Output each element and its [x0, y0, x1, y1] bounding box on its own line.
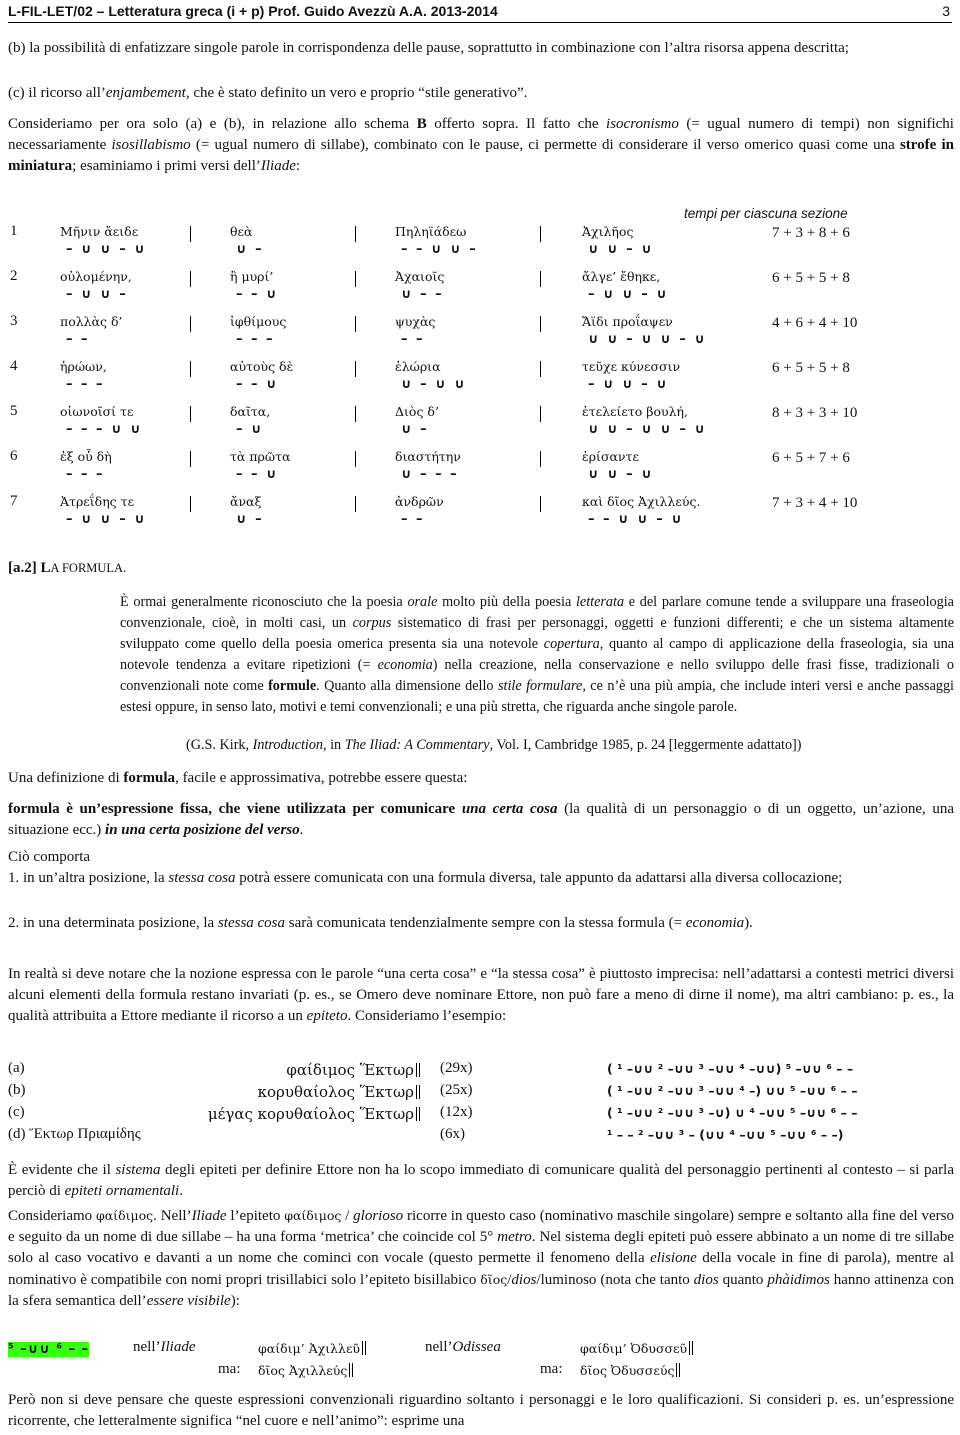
verse-greek-segment: Ἀτρεΐδης τε	[60, 494, 135, 509]
point-c	[8, 83, 954, 104]
q-p2: molto più della poesia	[437, 594, 576, 610]
tempi-sum: 8 + 3 + 3 + 10	[772, 405, 858, 421]
verse-greek-segment: Ἀχαιοῖς	[395, 269, 445, 284]
i1a: 1. in un’altra posizione, la	[8, 870, 169, 886]
example-greek: κορυθαίολος Ἕκτωρ	[257, 1083, 414, 1101]
verse-greek-segment: οἰωνοῖσί τε	[60, 404, 134, 419]
verse-greek-segment: τὰ πρῶτα	[230, 449, 291, 464]
verse-number: 7	[10, 493, 18, 509]
verse-metre-segment: ∪ ∪ – ∪	[588, 242, 654, 257]
c5: ricorre in questo caso (nominativo maschile singolare) sempre e soltanto alla fine del verso e seguito da un nome di due sillabe – ha una forma ‘metrica’ che coincide col 5°	[8, 1208, 955, 1245]
verse-metre-segment: – –	[401, 512, 425, 527]
q-p7: . Quanto alla dimensione dello	[316, 678, 498, 694]
double-bar	[362, 1341, 366, 1355]
comporta: Ciò comporta	[8, 849, 91, 865]
c11: hanno attinenza con la sfera semantica dell’	[8, 1272, 955, 1309]
q-economia: economia	[377, 657, 433, 673]
q-formule: formule	[268, 678, 317, 694]
q-p3: e del parlare comune tende a sviluppare una fraseologia convenzionale, cioè, in molti casi, un	[120, 594, 954, 631]
c-dios: δῖος	[480, 1272, 508, 1287]
compare-g2-text: φαίδιμ’ Ὀδυσσεῦ	[580, 1341, 688, 1356]
c-metro: metro	[497, 1229, 532, 1245]
verse-number: 4	[10, 358, 18, 374]
verse-metre-segment: – – ∪	[236, 467, 279, 482]
e3: .	[179, 1183, 183, 1199]
verse-metre-segment: – ∪ ∪ – ∪	[588, 377, 669, 392]
c6: . Nel sistema degli epiteti può essere abbinato a un nome di tre sillabe solo al caso vocativo e davanti a un nome che cominci con vocale (questo permette il fenomeno della	[8, 1229, 954, 1266]
verse-metre-segment: – – –	[66, 377, 105, 392]
verse-metre-segment: ∪ –	[401, 422, 429, 437]
iliade-ref: Iliade	[260, 158, 296, 174]
compare-ma1: ma:	[218, 1361, 241, 1377]
verse-metre-segment: – ∪ ∪ – ∪	[66, 512, 147, 527]
verse-metre-segment: – – ∪	[236, 287, 279, 302]
def-a: Una definizione di	[8, 770, 124, 786]
def-d3: (la qualità di un personaggio o di un oggetto, un’azione, una situazione ecc.)	[8, 801, 954, 838]
i2d: economia	[685, 915, 745, 931]
verse-greek-segment: Ἀχιλῆος	[582, 224, 634, 239]
example-count: (29x)	[440, 1060, 473, 1076]
caesura-bar	[355, 361, 356, 377]
verse-metre-segment: – ∪ ∪ –	[66, 287, 128, 302]
c-phaidimos-it: phàidimos	[767, 1272, 830, 1288]
compare-g3	[258, 1363, 353, 1378]
verse-number: 3	[10, 313, 18, 329]
q-stile: stile formulare	[497, 678, 583, 694]
compare-ma2: ma:	[540, 1361, 563, 1377]
c2: . Nell’	[153, 1208, 192, 1224]
caesura-bar	[540, 406, 541, 422]
e-sistema: sistema	[115, 1162, 161, 1178]
isocronismo: isocronismo	[606, 116, 679, 132]
verse-greek-segment: Πηληϊάδεω	[395, 224, 467, 239]
verse-metre-segment: – – ∪ ∪ –	[401, 242, 478, 257]
def-d2: una certa cosa	[461, 801, 558, 817]
compare-metre	[8, 1339, 89, 1360]
compare-g1	[258, 1341, 366, 1356]
verse-greek-segment: τεῦχε κύνεσσιν	[582, 359, 681, 374]
c-phaidimos-2: φαίδιμος	[284, 1208, 342, 1223]
verse-metre-segment: ∪ – –	[401, 287, 444, 302]
compare-g3-text: δῖος Ἀχιλλεύς	[258, 1363, 348, 1378]
c3: l’epiteto	[226, 1208, 285, 1224]
page-header	[8, 0, 952, 23]
caesura-bar	[540, 271, 541, 287]
fact5: :	[295, 158, 301, 174]
page-number: 3	[942, 3, 950, 19]
example-greek-cell	[208, 1104, 420, 1125]
verse-greek-segment: ἀνδρῶν	[395, 494, 444, 509]
i1b: stessa cosa	[168, 870, 236, 886]
def-d4: in una certa posizione del verso	[105, 822, 300, 838]
tempi-sum: 4 + 6 + 4 + 10	[772, 315, 858, 331]
tempi-label: tempi per ciascuna sezione	[684, 206, 848, 221]
i2e: ).	[744, 915, 753, 931]
compare-metre-text: ⁵ –∪∪ ⁶ – –	[8, 1342, 90, 1357]
compare-iliade	[133, 1339, 196, 1356]
caesura-bar	[355, 226, 356, 242]
verse-greek-segment: ἑλώρια	[395, 359, 441, 374]
point-b-text: (b) la possibilità di enfatizzare singole parole in corrispondenza delle pause, soprattutto in combinazione con l’altra risorsa appena descritta;	[8, 40, 849, 56]
r2: . Consideriamo l’esempio:	[347, 1008, 507, 1024]
example-label: (b)	[8, 1082, 26, 1098]
verse-metre-segment: ∪ –	[236, 512, 264, 527]
point-b	[8, 38, 954, 59]
verse-greek-segment: θεὰ	[230, 224, 253, 239]
q-corpus: corpus	[352, 615, 392, 631]
definition	[8, 799, 954, 841]
verse-greek-segment: πολλὰς δ’	[60, 314, 123, 329]
verse-greek-segment: Ἄϊδι προΐαψεν	[582, 314, 673, 329]
verse-metre-segment: – – – ∪ ∪	[66, 422, 143, 437]
double-bar	[349, 1363, 353, 1377]
c-iliade: Iliade	[191, 1208, 227, 1224]
def-d1: formula è un’espressione fissa, che viene utilizzata per comunicare	[8, 801, 462, 817]
example-greek: μέγας κορυθαίολος Ἕκτωρ	[207, 1105, 414, 1123]
tempi-sum: 6 + 5 + 5 + 8	[772, 270, 850, 286]
verse-greek-segment: ἐξ οὗ δὴ	[60, 449, 112, 464]
verse-greek-segment: Διὸς δ’	[395, 404, 439, 419]
caesura-bar	[355, 406, 356, 422]
c-dios-it2: dios	[693, 1272, 719, 1288]
caesura-bar	[190, 496, 191, 512]
compare-g2	[580, 1341, 693, 1356]
caesura-bar	[355, 271, 356, 287]
section-number: [a.2] L	[8, 560, 51, 576]
verse-metre-segment: ∪ ∪ – ∪	[588, 467, 654, 482]
verse-greek-segment: δαῖτα,	[230, 404, 271, 419]
example-count: (6x)	[440, 1126, 465, 1142]
verse-greek-segment: Μῆνιν ἄειδε	[60, 224, 139, 239]
verse-metre-segment: – –	[66, 332, 90, 347]
caesura-bar	[540, 451, 541, 467]
cite-iliad-commentary: The Iliad: A Commentary	[344, 737, 490, 753]
i2c: sarà comunicata tendenzialmente sempre con la stessa formula (=	[285, 915, 686, 931]
verse-metre-segment: – – –	[236, 332, 275, 347]
double-bar	[689, 1341, 693, 1355]
cite2: , in	[323, 737, 345, 753]
q-p4: sistematico di frasi per personaggi, oggetti e funzioni differenti; e che un sistema altamente sviluppato come quello della poesia omerica presenta sia una notevole	[120, 615, 954, 652]
verse-metre-segment: ∪ – – –	[401, 467, 459, 482]
caesura-bar	[190, 226, 191, 242]
c-phaidimos: φαίδιμος	[95, 1208, 154, 1223]
consequence-2	[8, 913, 954, 934]
nell1: nell’	[133, 1339, 161, 1355]
e-epiteti: epiteti ornamentali	[64, 1183, 180, 1199]
cite1: (G.S. Kirk,	[186, 737, 253, 753]
intro-paragraph	[8, 114, 954, 177]
q-p6: ) nella creazione, nella conservazione e nello sviluppo delle frasi fisse, tradizionali o convenzionali note come	[120, 657, 954, 694]
verse-metre-segment: – – –	[66, 467, 105, 482]
point-c-post: , che è stato definito un vero e proprio “stile generativo”.	[185, 85, 528, 101]
i2b: stessa cosa	[217, 915, 286, 931]
course-title: L-FIL-LET/02 – Letteratura greca (i + p) Prof. Guido Avezzù A.A. 2013-2014	[8, 3, 498, 19]
q-letterata: letterata	[575, 594, 625, 610]
i2a: 2. in una determinata posizione, la	[8, 915, 218, 931]
verse-greek-segment: ἐρίσαντε	[582, 449, 639, 464]
isosillabismo: isosillabismo	[111, 137, 191, 153]
verse-metre-segment: – ∪	[236, 422, 264, 437]
e1: È evidente che il	[8, 1162, 116, 1178]
verse-greek-segment: ἣ μυρί’	[230, 269, 274, 284]
verse-greek-segment: οὐλομένην,	[60, 269, 132, 284]
compare-g4-text: δῖος Ὀδυσσεύς	[580, 1363, 675, 1378]
c-elisione: elisione	[650, 1250, 697, 1266]
caesura-bar	[190, 406, 191, 422]
cite3: , Vol. I, Cambridge 1985, p. 24 [leggermente adattato])	[489, 737, 802, 753]
r1: In realtà si deve notare che la nozione espressa con le parole “una certa cosa” e “la stessa cosa” è piuttosto imprecisa: nell’adattarsi a contesti metrici diversi alcuni elementi della formula restano invariati (p. es., se Omero deve nominare Ettore, non può fare a meno di dirne il nome), ma altri cambiano: p. es., la qualità attribuita a Ettore mediante il ricorso a un	[8, 966, 954, 1024]
double-bar	[416, 1107, 420, 1121]
verse-metre-segment: ∪ ∪ – ∪ ∪ – ∪	[588, 332, 707, 347]
q-p8: , ce n’è una più ampia, che include interi versi e anche passaggi estesi oppure, in senso lato, motivi e temi convenzionali; e una più stretta, che riguarda anche singole parole.	[120, 678, 954, 715]
definition-intro	[8, 768, 954, 789]
def-c: , facile e approssimativa, potrebbe essere questa:	[175, 770, 468, 786]
phaidimos-paragraph	[8, 1205, 954, 1312]
example-label: (a)	[8, 1060, 25, 1076]
c-glorioso: glorioso	[353, 1208, 404, 1224]
kirk-quote	[120, 592, 954, 718]
example-metre: ¹ – – ² –∪∪ ³ – (∪∪ ⁴ –∪∪ ⁵ –∪∪ ⁶ – –)	[607, 1127, 844, 1142]
caesura-bar	[190, 451, 191, 467]
fact1: Il fatto che	[526, 116, 607, 132]
def-formula: formula	[123, 770, 176, 786]
caesura-bar	[540, 361, 541, 377]
c-dios-it: dios	[511, 1272, 537, 1288]
point-c-pre: (c) il ricorso all’	[8, 85, 106, 101]
q-p1: È ormai generalmente riconosciuto che la poesia	[120, 594, 408, 610]
example-label: (d) Ἕκτωρ Πριαμίδης	[8, 1126, 141, 1142]
consequence-1	[8, 868, 954, 889]
compare-g4	[580, 1363, 680, 1378]
def-d5: .	[299, 822, 304, 838]
i1c: potrà essere comunicata con una formula diversa, tale appunto da adattarsi alla diversa collocazione;	[235, 870, 843, 886]
verse-metre-segment: – – ∪ ∪ – ∪	[588, 512, 684, 527]
example-greek-cell	[258, 1082, 420, 1103]
verse-greek-segment: καὶ δῖος Ἀχιλλεύς.	[582, 494, 701, 509]
verse-greek-segment: ἰφθίμους	[230, 314, 287, 329]
example-label: (c)	[8, 1104, 25, 1120]
evidence-paragraph	[8, 1160, 954, 1202]
double-bar	[676, 1363, 680, 1377]
section-title: A FORMULA.	[50, 561, 127, 575]
caesura-bar	[190, 316, 191, 332]
verse-metre-segment: – –	[401, 332, 425, 347]
c10: quanto	[718, 1272, 768, 1288]
verse-metre-segment: ∪ ∪ – ∪ ∪ – ∪	[588, 422, 707, 437]
fact2: (= ugual numero di tempi) non significhi necessariamente	[8, 116, 954, 153]
example-greek: φαίδιμος Ἕκτωρ	[286, 1061, 414, 1079]
example-metre: ( ¹ –∪∪ ² –∪∪ ³ –∪) ∪ ⁴ –∪∪ ⁵ –∪∪ ⁶ – –	[607, 1105, 858, 1120]
verse-metre-segment: – ∪ ∪ – ∪	[66, 242, 147, 257]
verse-metre-segment: – ∪ ∪ – ∪	[588, 287, 669, 302]
c12: ):	[230, 1293, 240, 1309]
caesura-bar	[540, 496, 541, 512]
c-essere: essere visibile	[146, 1293, 231, 1309]
closing-paragraph: Però non si deve pensare che queste espressioni convenzionali riguardino soltanto i personaggi e le loro qualificazioni. Si consideri p. es. un’espressione ricorrente, che letteralmente significa “nel cuore e nell’animo”: esprime una	[8, 1392, 954, 1429]
compare-odissea	[425, 1339, 501, 1356]
nell2: nell’	[425, 1339, 453, 1355]
e2: degli epiteti per definire Ettore non ha lo scopo immediato di comunicare qualità del personaggio pertinenti al contesto – si parla perciò di	[8, 1162, 954, 1199]
verse-metre-segment: ∪ – ∪ ∪	[401, 377, 467, 392]
tempi-sum: 6 + 5 + 7 + 6	[772, 450, 850, 466]
strofe-miniatura: strofe in miniatura	[8, 137, 954, 174]
fact4: ; esaminiamo i primi versi dell’	[72, 158, 261, 174]
verse-number: 5	[10, 403, 18, 419]
c1: Consideriamo	[8, 1208, 96, 1224]
caesura-bar	[540, 316, 541, 332]
verse-metre-segment: – – ∪	[236, 377, 279, 392]
caesura-bar	[190, 271, 191, 287]
compare-odissea-it: Odissea	[452, 1339, 501, 1355]
consider-text: Consideriamo per ora solo (a) e (b), in relazione allo schema	[8, 116, 417, 132]
double-bar	[416, 1085, 420, 1099]
c8: /	[507, 1272, 512, 1288]
verse-greek-segment: αὐτοὺς δὲ	[230, 359, 294, 374]
example-count: (12x)	[440, 1104, 473, 1120]
tempi-sum: 7 + 3 + 4 + 10	[772, 495, 858, 511]
schema-b: B	[416, 116, 427, 132]
reality-paragraph	[8, 964, 954, 1027]
q-p5: , quanto al campo di applicazione della fraseologia, sia una notevole tendenza a evitare ripetizioni (=	[120, 636, 954, 673]
verse-greek-segment: ψυχὰς	[395, 314, 436, 329]
example-metre: ( ¹ –∪∪ ² –∪∪ ³ –∪∪ ⁴ –) ∪∪ ⁵ –∪∪ ⁶ – –	[607, 1083, 858, 1098]
verse-metre-segment: ∪ –	[236, 242, 264, 257]
cite-introduction: Introduction	[252, 737, 324, 753]
verse-number: 1	[10, 223, 18, 239]
r-epiteto: epiteto	[306, 1008, 348, 1024]
citation	[186, 737, 802, 754]
compare-g1-text: φαίδιμ’ Ἀχιλλεῦ	[258, 1341, 361, 1356]
caesura-bar	[190, 361, 191, 377]
example-count: (25x)	[440, 1082, 473, 1098]
verse-greek-segment: διαστήτην	[395, 449, 461, 464]
caesura-bar	[355, 496, 356, 512]
compare-iliade-it: Iliade	[160, 1339, 196, 1355]
caesura-bar	[355, 316, 356, 332]
example-greek-cell	[286, 1060, 420, 1081]
c4: /	[341, 1208, 354, 1224]
double-bar	[416, 1063, 420, 1077]
verse-greek-segment: ἄλγε’ ἔθηκε,	[582, 269, 661, 284]
example-metre: ( ¹ –∪∪ ² –∪∪ ³ –∪∪ ⁴ –∪∪) ⁵ –∪∪ ⁶ – –	[607, 1061, 854, 1076]
c9: /luminoso (nota che tanto	[536, 1272, 694, 1288]
verse-greek-segment: ἄναξ	[230, 494, 262, 509]
section-heading	[8, 560, 126, 577]
q-copertura: copertura	[543, 636, 600, 652]
verse-number: 2	[10, 268, 18, 284]
consider-post: offerto sopra.	[426, 116, 527, 132]
verse-greek-segment: ἡρώων,	[60, 359, 107, 374]
q-orale: orale	[407, 594, 438, 610]
caesura-bar	[355, 451, 356, 467]
c7: della vocale in fine di parola), mentre al nominativo è compatibile con nomi propri trisillabici solo l’epiteto bisillabico	[8, 1250, 955, 1288]
tempi-sum: 6 + 5 + 5 + 8	[772, 360, 850, 376]
fact3: (= ugual numero di sillabe), combinato con le pause, ci permette di considerare il verso omerico quasi come una	[190, 137, 900, 153]
point-c-enjambement: enjambement	[105, 85, 186, 101]
tempi-sum: 7 + 3 + 8 + 6	[772, 225, 850, 241]
caesura-bar	[540, 226, 541, 242]
verse-greek-segment: ἐτελείετο βουλή,	[582, 404, 689, 419]
verse-number: 6	[10, 448, 18, 464]
